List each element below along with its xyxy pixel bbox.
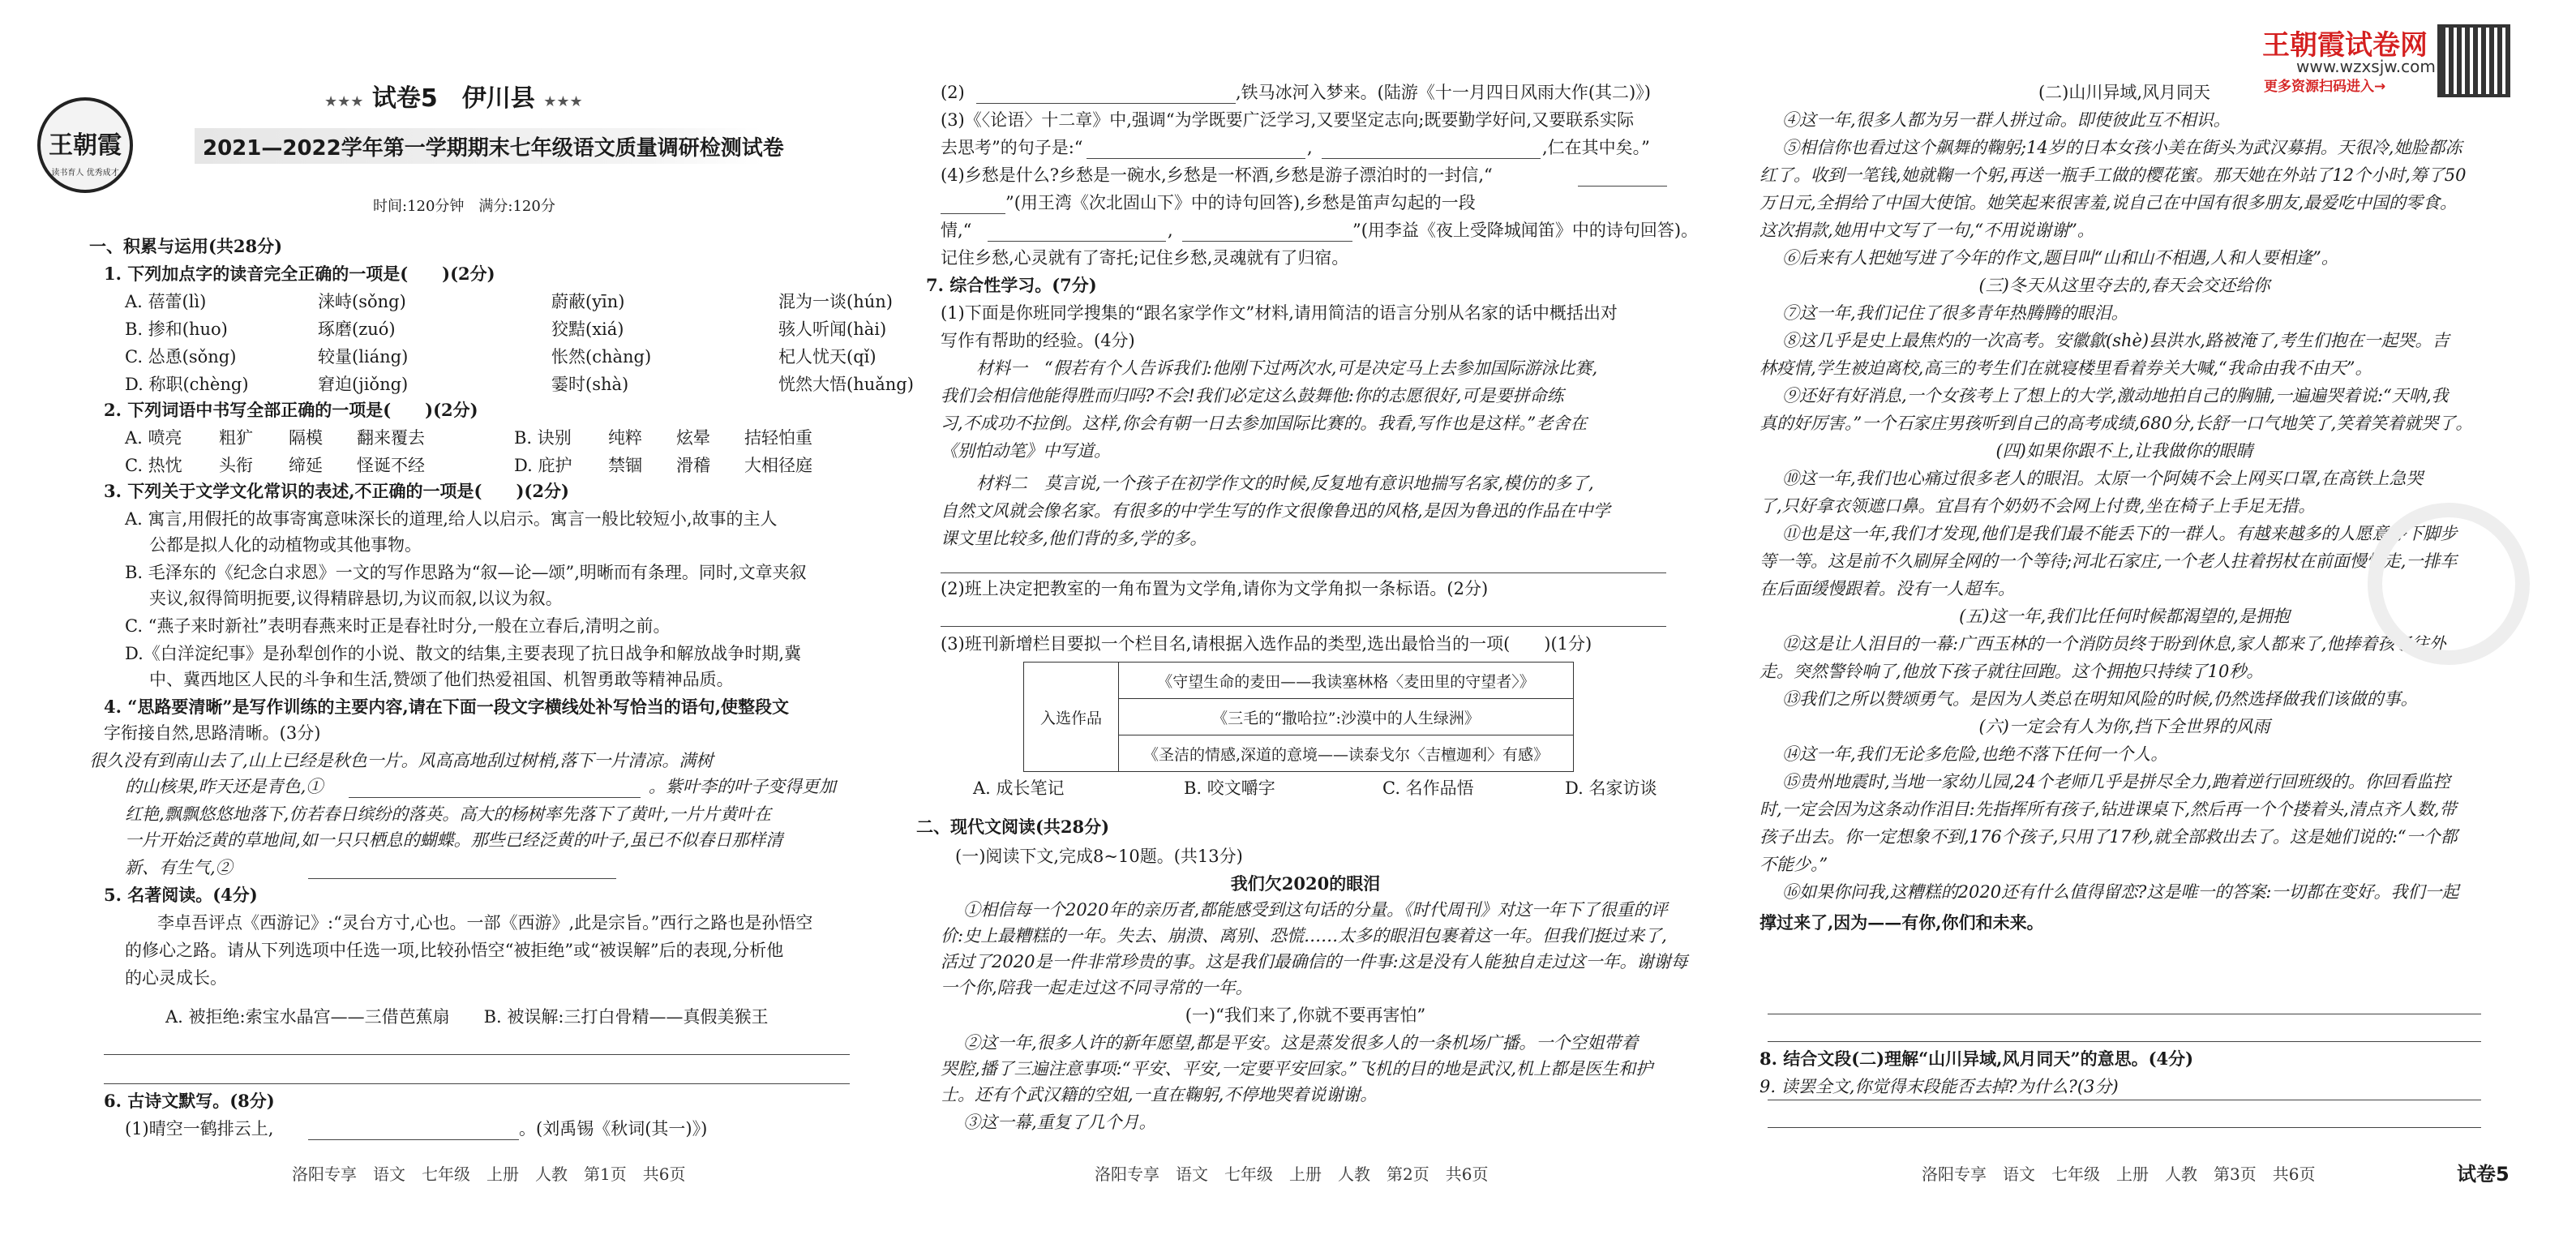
article-para: 林疫情,学生被迫离校,高三的考生们在就寝楼里看着券关大喊,“我命由我不由天”。	[1759, 358, 2372, 378]
article-para: 了,只好拿衣领遮口鼻。宜昌有个奶奶不会网上付费,坐在椅子上手足无措。	[1759, 496, 2316, 516]
article-para: 这次捐款,她用中文写了一句,“不用说谢谢”。	[1759, 221, 2094, 240]
option-7-3a[interactable]: A. 成长笔记	[973, 778, 1065, 798]
article-para: ⑪也是这一年,我们才发现,他们是我们最不能丢下的一群人。有越来越多的人愿意停下脚步	[1782, 524, 2458, 543]
question-6-4-src: ”(用李益《夜上受降城闻笛》中的诗句回答)。	[1352, 221, 1699, 240]
article-para: 孩子出去。你一定想象不到,176个孩子,只用了17秒,就全部救出去了。这是她们说的:“一个都	[1759, 827, 2458, 847]
option-word: 恍然大悟(huǎng)	[778, 375, 914, 394]
question-6-3-end: ,仁在其中矣。”	[1542, 138, 1650, 157]
option-word: 怅然(chàng)	[551, 347, 652, 367]
question-6-4-cont: ”(用王湾《次北固山下》中的诗句回答),乡愁是笛声勾起的一段	[1005, 193, 1476, 212]
option-word: 怪诞不经	[357, 456, 425, 475]
question-5-text: 的修心之路。请从下列选项中任选一项,比较孙悟空“被拒绝”或“被误解”后的表现,分析他	[125, 941, 784, 960]
question-5-text: 李卓吾评点《西游记》:“灵台方寸,心也。一部《西游》,此是宗旨。”西行之路也是孙悟空	[157, 913, 813, 933]
article-para: ⑮贵州地震时,当地一家幼儿园,24个老师几乎是拼尽全力,跑着逆行回班级的。你回看监控	[1782, 772, 2450, 791]
option-label[interactable]: B. 诀别	[514, 428, 572, 448]
answer-line[interactable]	[1182, 241, 1352, 242]
article-para: ②这一年,很多人许的新年愿望,都是平安。这是蒸发很多人的一条机场广播。一个空姐带着	[963, 1033, 1639, 1053]
question-7-1-cont: 写作有帮助的经验。(4分)	[941, 331, 1135, 350]
article-subhead: (六)一定会有人为你,挡下全世界的风雨	[1978, 717, 2270, 736]
passage-line: 。紫叶李的叶子变得更加	[649, 777, 836, 796]
article-para: 等一等。这是前不久刷屏全网的一个等待;河北石家庄,一个老人拄着拐杖在前面慢慢走,一排车	[1759, 551, 2458, 571]
article-para: ⑧这几乎是史上最焦灼的一次高考。安徽歙(shè)县洪水,路被淹了,考生们抱在一起哭。吉	[1782, 331, 2450, 350]
question-5: 5. 名著阅读。(4分)	[104, 885, 258, 905]
option-word: 纯粹	[608, 428, 642, 448]
comma: ,	[1307, 138, 1313, 157]
option-word: 窘迫(jiǒng)	[318, 375, 409, 394]
option-word: 大相径庭	[744, 456, 812, 475]
option-3a: A. 寓言,用假托的故事寄寓意味深长的道理,给人以启示。寓言一般比较短小,故事的主人	[125, 509, 778, 529]
article-para: ⑥后来有人把她写进了今年的作文,题目叫“山和山不相遇,人和人要相逢”。	[1782, 248, 2338, 268]
material-2: 课文里比较多,他们背的多,学的多。	[941, 529, 1207, 548]
option-word: 头衔	[219, 456, 253, 475]
article-para: 走。突然警铃响了,他放下孩子就往回跑。这个拥抱只持续了10秒。	[1759, 662, 2264, 681]
question-1: 1. 下列加点字的读音完全正确的一项是( )(2分)	[104, 264, 495, 284]
option-3d-cont: 中、冀西地区人民的斗争和生活,赞颂了他们热爱祖国、机智勇敢等精神品质。	[149, 670, 734, 689]
answer-line[interactable]	[308, 878, 616, 879]
question-6-2: (2)	[941, 83, 965, 102]
option-word: 杞人忧天(qǐ)	[778, 347, 877, 367]
option-label[interactable]: C. 怂恿(sǒng)	[125, 347, 237, 367]
option-word: 隔模	[289, 428, 323, 448]
option-word: 翻来覆去	[357, 428, 425, 448]
option-word: 缔延	[289, 456, 323, 475]
option-label[interactable]: B. 掺和(huo)	[125, 319, 228, 339]
page-1-column	[89, 0, 914, 1235]
article-para: ⑩这一年,我们也心痛过很多老人的眼泪。太原一个阿姨不会上网买口罩,在高铁上急哭	[1782, 469, 2424, 488]
exam-subtitle: 2021—2022学年第一学期期末七年级语文质量调研检测试卷	[203, 136, 784, 161]
question-6-4-cont: 情,“	[941, 221, 972, 240]
article-para: ④这一年,很多人都为另一群人拼过命。即使彼此互不相识。	[1782, 110, 2231, 130]
article-para: 价:史上最糟糕的一年。失去、崩溃、离别、恐慌……太多的眼泪包裹着这一年。但我们挺过来了,	[941, 926, 1667, 946]
question-6-1: (1)晴空一鹤排云上,	[125, 1119, 274, 1139]
article-subhead: (二)山川异域,风月同天	[2038, 83, 2211, 102]
page-2-column	[916, 0, 1699, 1235]
article-para: ⑨还好有好消息,一个女孩考上了想上的大学,激动地拍自己的胸脯,一遍遍哭着说:“天呐,我	[1782, 386, 2449, 405]
article-para: 活过了2020是一件非常珍贵的事。这是我们最确信的一件事:这是没有人能独自走过这一年。谢谢每	[941, 952, 1688, 971]
question-2: 2. 下列词语中书写全部正确的一项是( )(2分)	[104, 400, 478, 420]
article-para: 红了。收到一笔钱,她就鞠一个躬,再送一瓶手工做的樱花蜜。那天她在外站了12个小时,筹了50	[1759, 165, 2467, 185]
answer-line[interactable]	[976, 103, 1236, 104]
page-footer: 洛阳专享 语文 七年级 上册 人教 第1页 共6页	[292, 1164, 686, 1184]
option-word: 蔚蔽(yīn)	[551, 292, 625, 311]
answer-line[interactable]	[941, 213, 1005, 214]
section-title: 二、现代文阅读(共28分)	[916, 817, 1110, 837]
option-word: 粗犷	[219, 428, 253, 448]
paper-title-text: 试卷5 伊川县	[371, 84, 535, 113]
article-para: ⑯如果你问我,这糟糕的2020还有什么值得留恋?这是唯一的答案:一切都在变好。我们一起	[1782, 882, 2459, 902]
passage-line: 很久没有到南山去了,山上已经是秋色一片。风高高地刮过树梢,落下一片清凉。满树	[89, 751, 714, 770]
reading-intro: (一)阅读下文,完成8~10题。(共13分)	[955, 847, 1243, 866]
passage-line: 新、有生气,②	[125, 858, 233, 877]
material-2: 材料二 莫言说,一个孩子在初学作文的时候,反复地有意识地揣写名家,模仿的多了,	[976, 474, 1594, 493]
question-6-4: (4)乡愁是什么?乡愁是一碗水,乡愁是一杯酒,乡愁是游子漂泊时的一封信,“	[941, 165, 1493, 185]
watermark-seal	[2368, 503, 2530, 665]
option-3d: D.《白洋淀纪事》是孙犁创作的小说、散文的结集,主要表现了抗日战争和解放战争时期,冀	[125, 644, 802, 663]
question-7-3: (3)班刊新增栏目要拟一个栏目名,请根据入选作品的类型,选出最恰当的一项( )(1分)	[941, 634, 1592, 654]
answer-line[interactable]	[349, 797, 641, 798]
answer-line[interactable]	[1768, 1127, 2481, 1128]
option-word: 禁锢	[608, 456, 642, 475]
brand-logo: 王朝霞试卷网	[2262, 29, 2428, 62]
answer-line[interactable]	[1578, 186, 1667, 187]
option-word: 拮轻怕重	[744, 428, 812, 448]
answer-line[interactable]	[308, 1139, 519, 1140]
question: 8. 结合文段(二)理解“山川异域,风月同天”的意思。(4分)	[1759, 1048, 2194, 1069]
article-para: ⑫这是让人泪目的一幕:广西玉林的一个消防员终于盼到休息,家人都来了,他捧着孩子往外	[1782, 634, 2446, 654]
article-para: 哭腔,播了三遍注意事项:“平安、平安,一定要平安回家。”飞机的目的地是武汉,机上都是医生和护	[941, 1059, 1653, 1078]
article-para: ⑬我们之所以赞颂勇气。是因为人类总在明知风险的时候,仍然选择做我们该做的事。	[1782, 689, 2418, 709]
article-subhead: (五)这一年,我们比任何时候都渴望的,是拥抱	[1959, 607, 2290, 626]
page-footer: 洛阳专享 语文 七年级 上册 人教 第3页 共6页	[1922, 1164, 2316, 1184]
option-word: 较量(liáng)	[318, 347, 409, 367]
answer-line[interactable]	[941, 572, 1666, 573]
question-7: 7. 综合性学习。(7分)	[926, 275, 1097, 295]
passage-line: 红艳,飘飘悠悠地落下,仿若春日缤纷的落英。高大的杨树率先落下了黄叶,一片片黄叶在	[125, 804, 772, 824]
question-5-text: 的心灵成长。	[125, 968, 227, 988]
option-label[interactable]: C. 热忱	[125, 456, 182, 475]
material-1: 我们会相信他能得胜而归吗?不会!我们必定这么鼓舞他:你的志愿很好,可是要拼命练	[941, 386, 1564, 405]
answer-line[interactable]	[1768, 1041, 2481, 1042]
works-table	[1023, 662, 1574, 772]
answer-line[interactable]	[104, 1054, 850, 1055]
option-7-3d[interactable]: D. 名家访谈	[1565, 778, 1657, 798]
answer-line[interactable]	[1322, 158, 1541, 159]
table-label: 入选作品	[1024, 663, 1119, 772]
logo-text: 王朝霞	[49, 131, 122, 160]
question-4-cont: 字衔接自然,思路清晰。(3分)	[104, 723, 321, 743]
article-subhead: (三)冬天从这里夺去的,春天会交还给你	[1978, 276, 2270, 295]
question-6-3: (3)《〈论语〉十二章》中,强调“为学既要广泛学习,又要坚定志向;既要勤学好问,又要联系实际	[941, 110, 1635, 130]
section-title: 一、积累与运用(共28分)	[89, 236, 283, 256]
passage-line: 一片开始泛黄的草地间,如一只只栖息的蝴蝶。那些已经泛黄的叶子,虽已不似春日那样清	[125, 830, 783, 850]
question-3: 3. 下列关于文学文化常识的表述,不正确的一项是( )(2分)	[104, 481, 569, 501]
article-para: 万日元,全捐给了中国大使馆。她笑起来很害羞,说自己在中国有很多朋友,最爱吃中国的零食。	[1759, 193, 2458, 212]
option-7-3c[interactable]: C. 名作品悟	[1382, 778, 1474, 798]
article-para: 不能少。”	[1759, 855, 1828, 874]
article-para: ⑤相信你也看过这个飙舞的鞠躬;14岁的日本女孩小美在街头为武汉募捐。天很冷,她脸都冻	[1782, 138, 2462, 157]
question-6-4-end: 记住乡愁,心灵就有了寄托;记住乡愁,灵魂就有了归宿。	[941, 248, 1349, 268]
answer-line[interactable]	[941, 626, 1666, 627]
paper-tag: 试卷5	[2457, 1163, 2510, 1186]
option-word: 涞峙(sǒng)	[318, 292, 406, 311]
option-label[interactable]: D. 称职(chèng)	[125, 375, 249, 394]
article-para: 真的好厉害。”一个石家庄男孩听到自己的高考成绩,680分,长舒一口气地笑了,笑着笑着就哭了。	[1759, 414, 2473, 433]
article-para: 9. 读罢全文,你觉得末段能否去掉?为什么?(3分)	[1759, 1077, 2119, 1096]
option-word: 滑稽	[676, 456, 710, 475]
question-6-2-src: ,铁马冰河入梦来。(陆游《十一月四日风雨大作(其二)》)	[1236, 83, 1651, 102]
article-para: 时,一定会因为这条动作泪目:先指挥所有孩子,钻进课桌下,然后再一个个搂着头,清点齐人数,带	[1759, 800, 2457, 819]
option-3a-cont: 公都是拟人化的动植物或其他事物。	[149, 535, 422, 555]
article-para: ③这一幕,重复了几个月。	[963, 1113, 1156, 1132]
material-1: 习,不成功不拉倒。这样,你会有朝一日去参加国际比赛的。我看,写作也是这样。”老舍在	[941, 414, 1588, 433]
star-icon: ★★★	[324, 93, 364, 110]
option-7-3b[interactable]: B. 咬文嚼字	[1184, 778, 1275, 798]
table-row: 《圣洁的情感,深道的意境——读泰戈尔〈吉檀迦利〉有感》	[1119, 735, 1574, 772]
option-word: 混为一谈(hún)	[778, 292, 893, 311]
article-subhead: (一)“我们来了,你就不要再害怕”	[1185, 1006, 1426, 1025]
option-word: 狡黠(xiá)	[551, 319, 624, 339]
article-para: ⑭这一年,我们无论多危险,也绝不落下任何一个人。	[1782, 744, 2168, 764]
question-7-1: (1)下面是你班同学搜集的“跟名家学作文”材料,请用简洁的语言分别从名家的话中概括出对	[941, 303, 1618, 323]
exam-time: 时间:120分钟 满分:120分	[373, 198, 555, 215]
answer-line[interactable]	[988, 241, 1166, 242]
answer-line[interactable]	[104, 1083, 850, 1084]
question-4: 4. “思路要清晰”是写作训练的主要内容,请在下面一段文字横线处补写恰当的语句,使整段文	[104, 697, 790, 717]
option-label[interactable]: A. 喷亮	[125, 428, 182, 448]
article-para: 士。还有个武汉籍的空姐,一直在鞠躬,不停地哭着说谢谢。	[941, 1085, 1378, 1104]
option-word: 琢磨(zuó)	[318, 319, 396, 339]
article-title: 我们欠2020的眼泪	[1230, 873, 1381, 894]
question-7-2: (2)班上决定把教室的一角布置为文学角,请你为文学角拟一条标语。(2分)	[941, 579, 1489, 598]
page-footer: 洛阳专享 语文 七年级 上册 人教 第2页 共6页	[1095, 1164, 1489, 1184]
option-3c: C. “燕子来时新社”表明春燕来时正是春社时分,一般在立春后,清明之前。	[125, 616, 671, 636]
article-para: 一个你,陪我一起走过这不同寻常的一年。	[941, 978, 1253, 997]
option-3b: B. 毛泽东的《纪念白求恩》一文的写作思路为“叙—论—颂”,明晰而有条理。同时,文章夹叙	[125, 563, 807, 582]
comma: ,	[1168, 221, 1173, 240]
passage-line: 的山核果,昨天还是青色,①	[125, 777, 324, 796]
article-para: 在后面缓慢跟着。没有一人超车。	[1759, 579, 2015, 598]
logo-sub: 读书育人 优秀成才	[51, 169, 119, 178]
table-row: 《三毛的“撒哈拉”:沙漠中的人生绿洲》	[1119, 699, 1574, 735]
article-para: ①相信每一个2020年的亲历者,都能感受到这句话的分量。《时代周刊》对这一年下了很重的评	[963, 900, 1668, 920]
table-row: 《守望生命的麦田——我读塞林格〈麦田里的守望者〉》	[1119, 663, 1574, 699]
question-6: 6. 古诗文默写。(8分)	[104, 1091, 275, 1111]
option-label[interactable]: A. 蓓蕾(lì)	[125, 292, 207, 311]
star-icon: ★★★	[543, 93, 583, 110]
question-6-1-src: 。(刘禹锡《秋词(其一)》)	[519, 1119, 708, 1139]
brand-more: 更多资源扫码进入→	[2264, 79, 2386, 95]
material-1: 《别怕动笔》中写道。	[941, 441, 1111, 461]
question: 撑过来了,因为——有你,你们和未来。	[1759, 912, 2044, 933]
brand-url: www.wzxsjw.com	[2296, 57, 2436, 76]
option-word: 炫晕	[676, 428, 710, 448]
question-6-3-cont: 去思考”的句子是:“	[941, 138, 1083, 157]
material-2: 自然文风就会像名家。有很多的中学生写的作文很像鲁迅的风格,是因为鲁迅的作品在中学	[941, 501, 1610, 521]
option-label[interactable]: D. 庇护	[514, 456, 572, 475]
option-word: 骇人听闻(hài)	[778, 319, 887, 339]
material-1: 材料一 “假若有个人告诉我们:他刚下过两次水,可是决定马上去参加国际游泳比赛,	[976, 358, 1598, 378]
option-word: 霎时(shà)	[551, 375, 629, 394]
question-5-options: A. 被拒绝:索宝水晶宫——三借芭蕉扇 B. 被误解:三打白骨精——真假美猴王	[165, 1007, 769, 1027]
article-para: ⑦这一年,我们记住了很多青年热腾腾的眼泪。	[1782, 303, 2128, 323]
article-subhead: (四)如果你跟不上,让我做你的眼睛	[1995, 441, 2253, 461]
answer-line[interactable]	[1087, 158, 1305, 159]
option-3b-cont: 夹议,叙得简明扼要,议得精辟悬切,为议而叙,以议为叙。	[149, 589, 563, 608]
